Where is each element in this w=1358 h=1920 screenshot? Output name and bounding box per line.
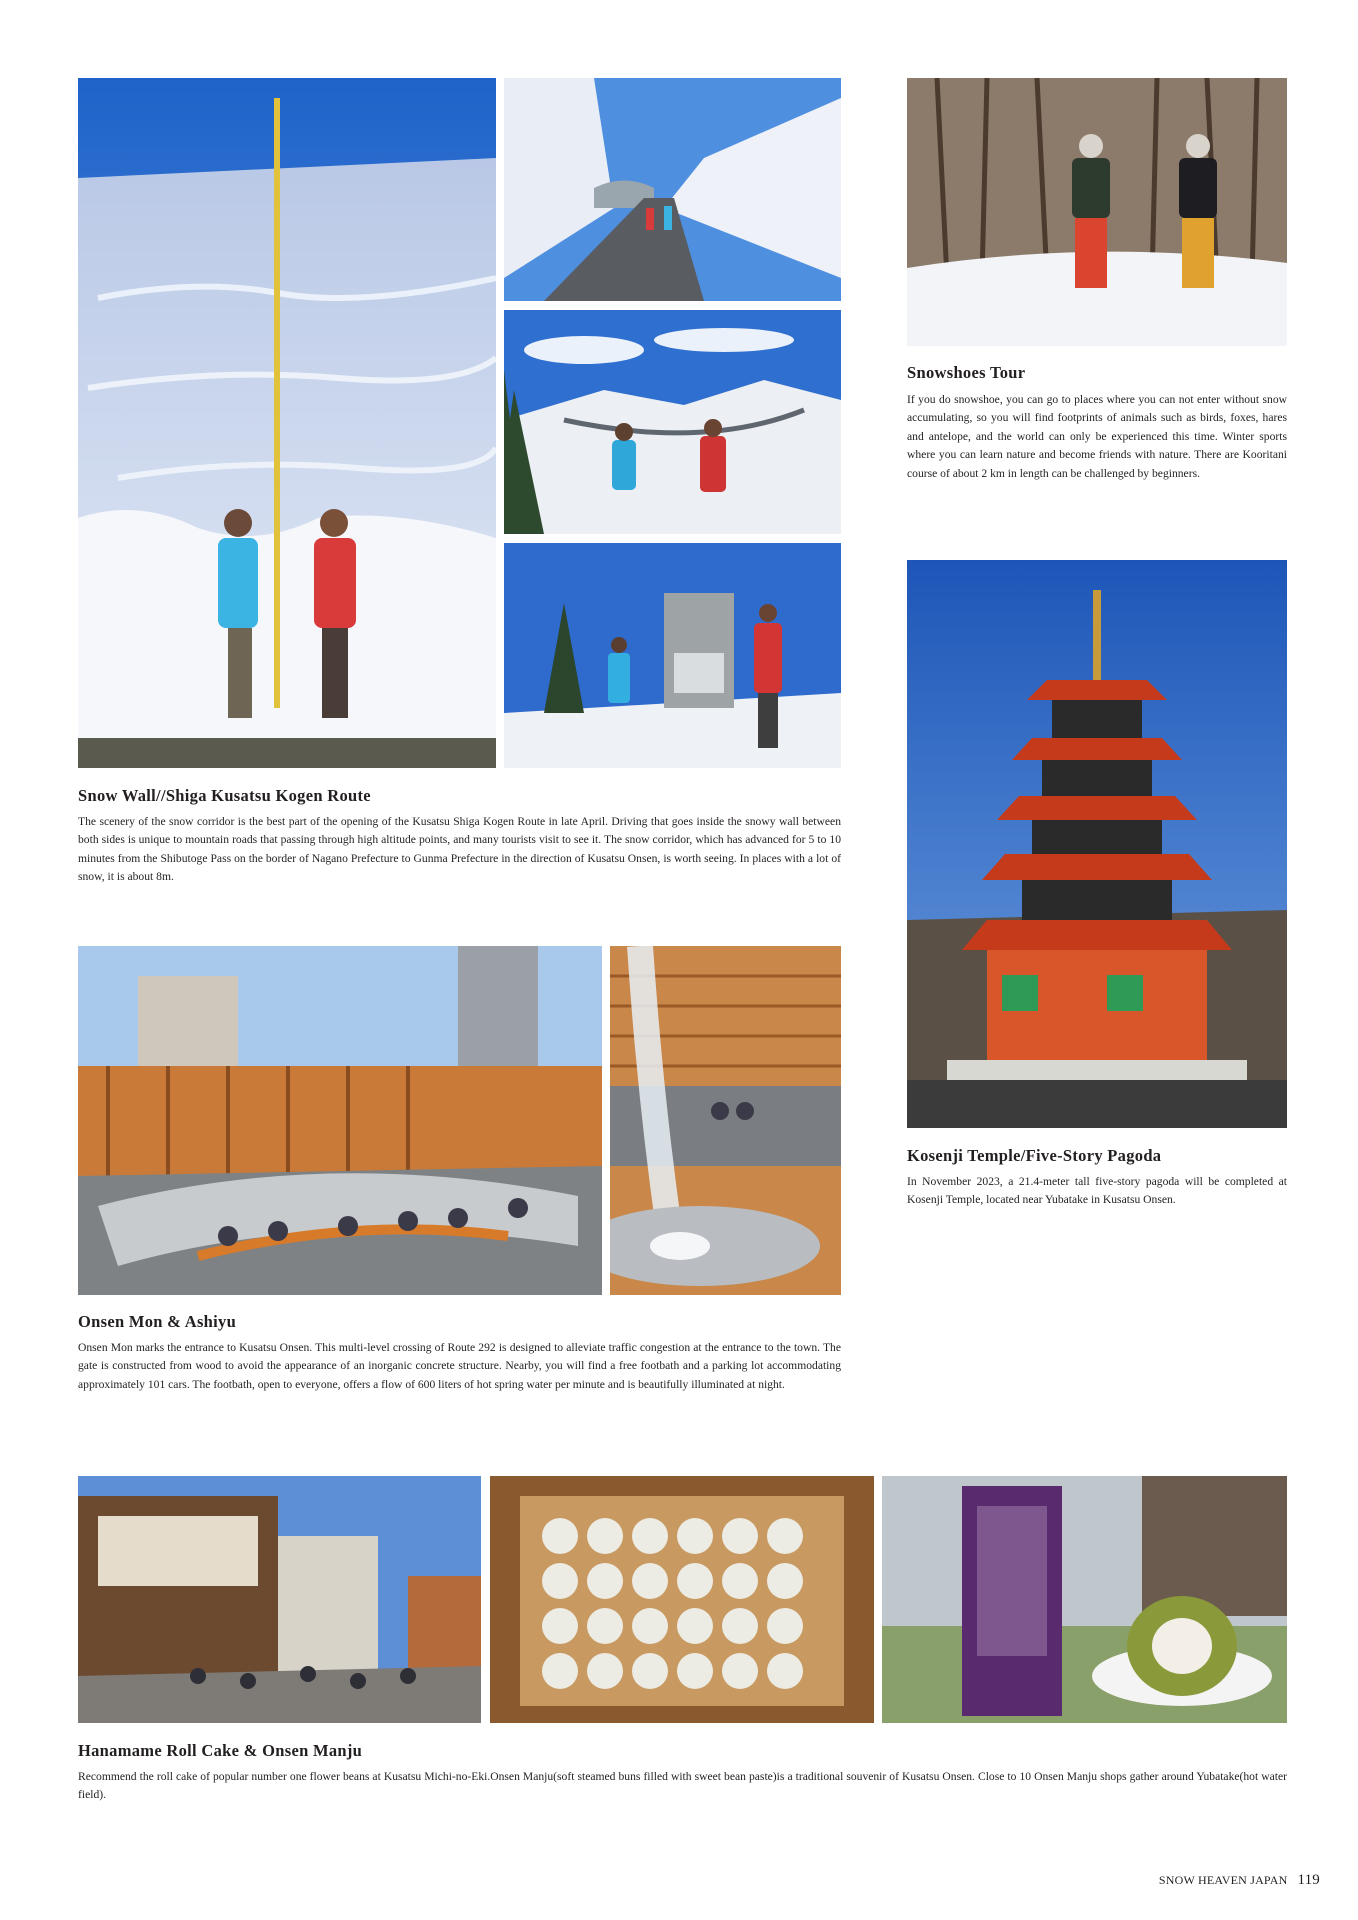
onsen-mon-body: Onsen Mon marks the entrance to Kusatsu Onsen. This multi-level crossing of Route 292 is designed to alleviate traffic congestion at the entrance to the town. The gate is constructed from wood to avoid the appearance of an inorganic concrete structure. Nearby, you will find a free footbath and a parking lot accommodating approximately 101 cars. The footbath, open to everyone, offers a flow of 600 liters of hot spring water per minute and is beautifully illuminated at night.	[78, 1341, 841, 1391]
street-shops-photo	[78, 1476, 481, 1723]
onsen-mon-heading: Onsen Mon & Ashiyu	[78, 1312, 237, 1331]
snowshoe-hikers-photo	[907, 78, 1287, 346]
manju-box-photo	[490, 1476, 874, 1723]
mountain-view-photo	[504, 310, 841, 534]
pagoda-body: In November 2023, a 21.4-meter tall five-story pagoda will be completed at Kosenji Temple, located near Yubatake in Kusatsu Onsen.	[907, 1175, 1287, 1207]
snow-wall-photo	[78, 78, 496, 768]
snow-wall-heading: Snow Wall//Shiga Kusatsu Kogen Route	[78, 786, 371, 805]
summit-sign-photo	[504, 543, 841, 768]
page-number: 119	[1297, 1872, 1320, 1888]
snow-corridor-road-photo	[504, 78, 841, 301]
page-footer	[1159, 1872, 1320, 1889]
hanamame-body: Recommend the roll cake of popular number one flower beans at Kusatsu Michi-no-Eki.Onsen Manju(soft steamed buns filled with sweet bean paste)is a traditional souvenir of Kusatsu Onsen. Close to 10 Onsen Manju shops gather around Yubatake(hot water field).	[78, 1770, 1287, 1802]
snowshoes-heading: Snowshoes Tour	[907, 363, 1026, 382]
pagoda-photo	[907, 560, 1287, 1128]
pagoda-heading: Kosenji Temple/Five-Story Pagoda	[907, 1146, 1162, 1165]
magazine-title: SNOW HEAVEN JAPAN	[1158, 1873, 1288, 1887]
hanamame-heading: Hanamame Roll Cake & Onsen Manju	[78, 1741, 363, 1760]
onsen-mon-footbath-photo	[78, 946, 602, 1295]
snow-wall-body: The scenery of the snow corridor is the best part of the opening of the Kusatsu Shiga Kogen Route in late April. Driving that goes inside the snowy wall between both sides is unique to mountain roads that passing through high altitude points, and many tourists visit to see it. The snow corridor, which has advanced for 5 to 10 minutes from the Shibutoge Pass on the border of Nagano Prefecture to Gunma Prefecture in the direction of Kusatsu Onsen, is worth seeing. In places with a lot of snow, it is about 8m.	[78, 815, 841, 884]
water-spout-photo	[610, 946, 841, 1295]
snowshoes-body: If you do snowshoe, you can go to places where you can not enter without snow accumulating, so you will find footprints of animals such as birds, foxes, hares and antelope, and the world can only be experienced this time. Winter sports where you can learn nature and become friends with nature. There are Kooritani course of about 2 km in length can be challenged by beginners.	[907, 393, 1287, 480]
roll-cake-photo	[882, 1476, 1287, 1723]
